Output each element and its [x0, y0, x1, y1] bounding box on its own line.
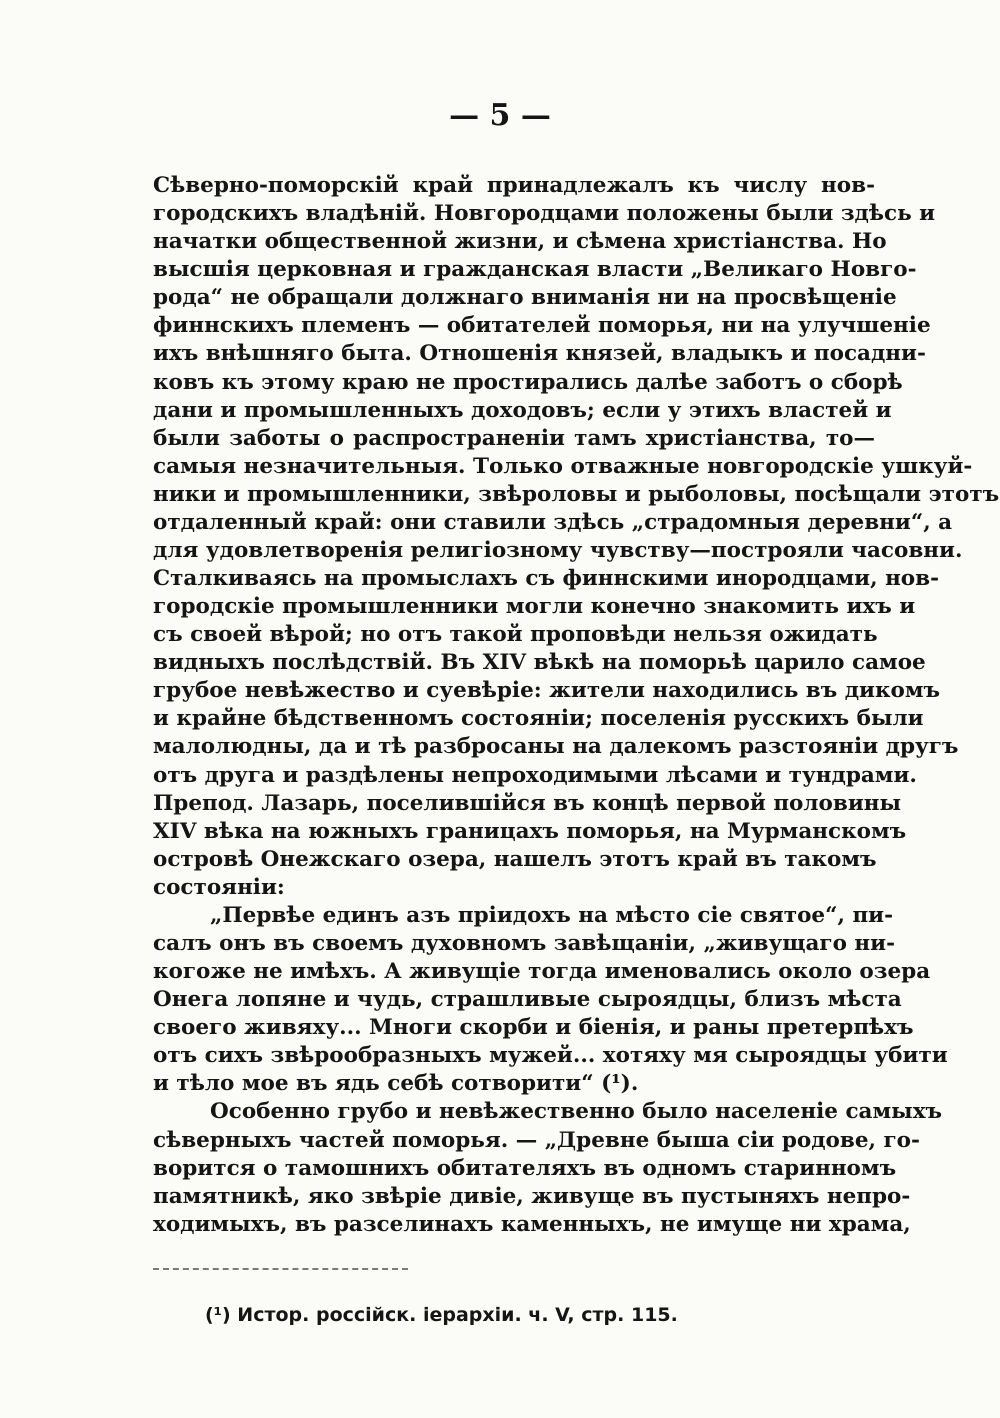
text-line: для удовлетворенія религіозному чувству—построяли часовни.	[153, 538, 963, 563]
text-line: ихъ внѣшняго быта. Отношенія князей, владыкъ и посадни-	[153, 341, 926, 366]
text-line: Препод. Лазарь, поселившійся въ концѣ первой половины	[153, 791, 902, 816]
text-line: ходимыхъ, въ разселинахъ каменныхъ, не имуще ни храма,	[153, 1212, 911, 1237]
text-line: XIV вѣка на южныхъ границахъ поморья, на Мурманскомъ	[153, 819, 907, 844]
text-line: высшія церковная и гражданская власти „Великаго Новго-	[153, 257, 917, 282]
text-line: дани и промышленныхъ доходовъ; если у этихъ властей и	[153, 398, 892, 423]
text-line: отъ друга и раздѣлены непроходимыми лѣсами и тундрами.	[153, 763, 917, 788]
text-line: ковъ къ этому краю не простирались далѣе заботъ о сборѣ	[153, 370, 903, 395]
footnote-divider	[153, 1268, 408, 1270]
text-line: рода“ не обращали должнаго вниманія ни на просвѣщеніе	[153, 285, 897, 310]
text-line: ники и промышленники, звѣроловы и рыболовы, посѣщали этотъ	[153, 482, 1000, 507]
text-line: Сѣверно-поморскій край принадлежалъ къ числу нов-	[153, 173, 875, 198]
text-line: ворится о тамошнихъ обитателяхъ въ одномъ старинномъ	[153, 1156, 897, 1181]
text-line: отдаленный край: они ставили здѣсь „страдомныя деревни“, а	[153, 510, 953, 535]
page-number: — 5 —	[449, 98, 551, 133]
text-line: были заботы о распространеніи тамъ христіанства, то—	[153, 426, 875, 451]
quote-line: когоже не имѣхъ. А живущіе тогда именовались около озера	[153, 959, 931, 984]
text-line: островѣ Онежскаго озера, нашелъ этотъ край въ такомъ	[153, 847, 877, 872]
text-line: малолюдны, да и тѣ разбросаны на далекомъ разстояніи другъ	[153, 734, 959, 759]
text-line: и крайне бѣдственномъ состояніи; поселенія русскихъ были	[153, 706, 924, 731]
text-line: состояніи:	[153, 875, 285, 900]
text-line: сѣверныхъ частей поморья. — „Древне быша сіи родове, го-	[153, 1128, 920, 1153]
footnote: (¹) Истор. россійск. іерархіи. ч. V, стр. 115.	[205, 1304, 678, 1326]
quote-line: своего живяху... Многи скорби и біенія, и раны претерпѣхъ	[153, 1015, 914, 1040]
quote-line: отъ сихъ звѣрообразныхъ мужей... хотяху мя сыроядцы убити	[153, 1043, 948, 1068]
text-line: грубое невѣжество и суевѣріе: жители находились въ дикомъ	[153, 678, 941, 703]
text-line: памятникѣ, яко звѣріе дивіе, живуще въ пустыняхъ непро-	[153, 1184, 911, 1209]
text-line: съ своей вѣрой; но отъ такой проповѣди нельзя ожидать	[153, 622, 878, 647]
text-line: финнскихъ племенъ — обитателей поморья, ни на улучшеніе	[153, 313, 931, 338]
text-line: городскихъ владѣній. Новгородцами положены были здѣсь и	[153, 201, 936, 226]
text-line: начатки общественной жизни, и сѣмена христіанства. Но	[153, 229, 887, 254]
text-line: видныхъ послѣдствій. Въ XIV вѣкѣ на поморьѣ царило самое	[153, 650, 926, 675]
quote-line: салъ онъ въ своемъ духовномъ завѣщаніи, „живущаго ни-	[153, 931, 896, 956]
text-line: самыя незначительныя. Только отважные новгородскіе ушкуй-	[153, 454, 973, 479]
quote-line: „Первѣе единъ азъ пріидохъ на мѣсто сіе святое“, пи-	[210, 903, 894, 928]
text-line: городскіе промышленники могли конечно знакомить ихъ и	[153, 594, 916, 619]
quote-line: и тѣло мое въ ядь себѣ сотворити“ (¹).	[153, 1071, 639, 1096]
text-line: Сталкиваясь на промыслахъ съ финнскими инородцами, нов-	[153, 566, 940, 591]
text-line: Особенно грубо и невѣжественно было населеніе самыхъ	[210, 1099, 943, 1124]
quote-line: Онега лопяне и чудь, страшливые сыроядцы, близъ мѣста	[153, 987, 902, 1012]
